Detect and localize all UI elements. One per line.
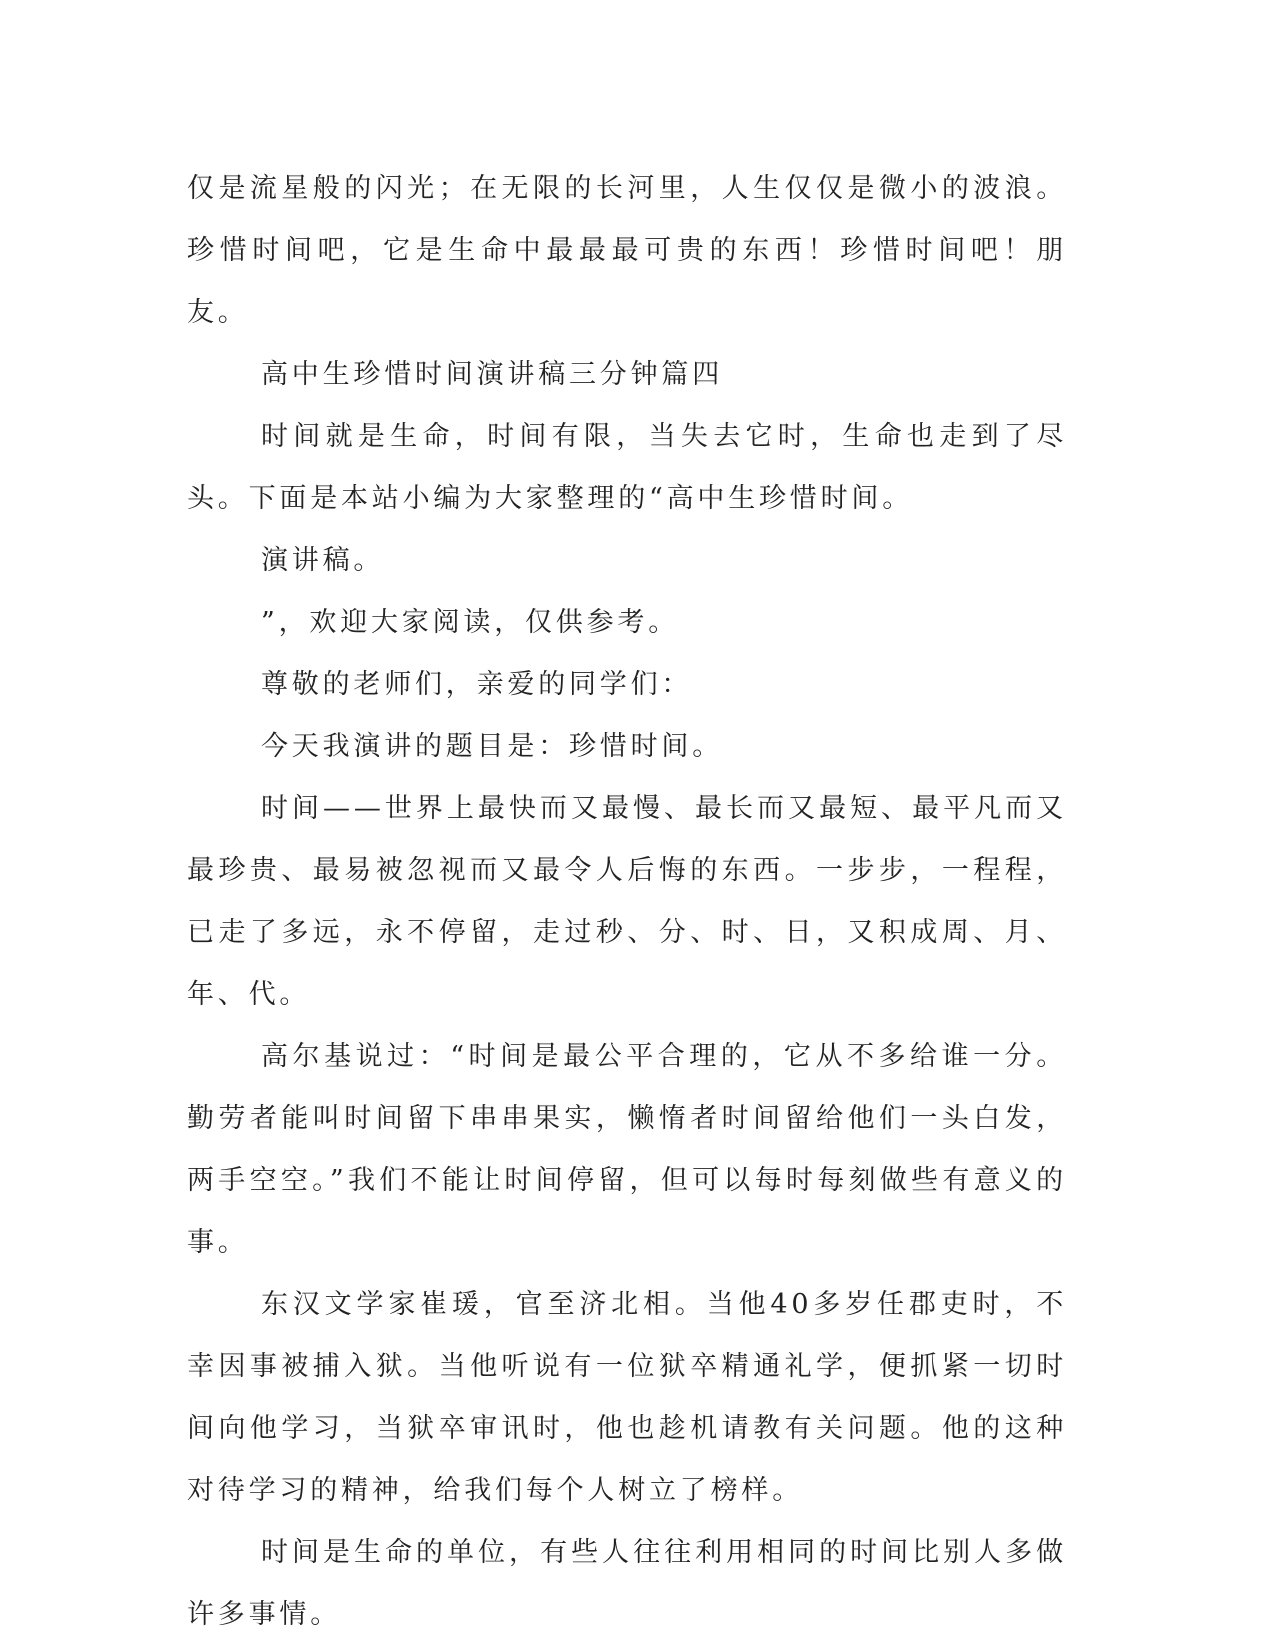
document-body <box>187 158 1067 1646</box>
paragraph-1: 仅是流星般的闪光；在无限的长河里，人生仅仅是微小的波浪。珍惜时间吧，它是生命中最最最可贵的东西！珍惜时间吧！朋友。 <box>187 173 1067 328</box>
paragraph-9: 高尔基说过：“时间是最公平合理的，它从不多给谁一分。勤劳者能叫时间留下串串果实，懒惰者时间留给他们一头白发，两手空空。”我们不能让时间停留，但可以每时每刻做些有意义的事。 <box>187 1041 1067 1258</box>
paragraph-8: 时间——世界上最快而又最慢、最长而又最短、最平凡而又最珍贵、最易被忽视而又最令人后悔的东西。一步步，一程程，已走了多远，永不停留，走过秒、分、时、日，又积成周、月、年、代。 <box>187 793 1067 1010</box>
paragraph-4: 演讲稿。 <box>261 545 385 576</box>
paragraph-topic: 今天我演讲的题目是：珍惜时间。 <box>261 731 723 762</box>
paragraph-10: 东汉文学家崔瑗，官至济北相。当他40多岁任郡吏时，不幸因事被捕入狱。当他听说有一位狱卒精通礼学，便抓紧一切时间向他学习，当狱卒审讯时，他也趁机请教有关问题。他的这种对待学习的精神，给我们每个人树立了榜样。 <box>187 1289 1067 1506</box>
paragraph-heading: 高中生珍惜时间演讲稿三分钟篇四 <box>261 359 723 390</box>
paragraph-11: 时间是生命的单位，有些人往往利用相同的时间比别人多做许多事情。 <box>187 1537 1067 1630</box>
paragraph-5: ”，欢迎大家阅读，仅供参考。 <box>261 607 680 638</box>
paragraph-greeting: 尊敬的老师们，亲爱的同学们： <box>261 669 693 700</box>
paragraph-3: 时间就是生命，时间有限，当失去它时，生命也走到了尽头。下面是本站小编为大家整理的“高中生珍惜时间。 <box>187 421 1067 514</box>
